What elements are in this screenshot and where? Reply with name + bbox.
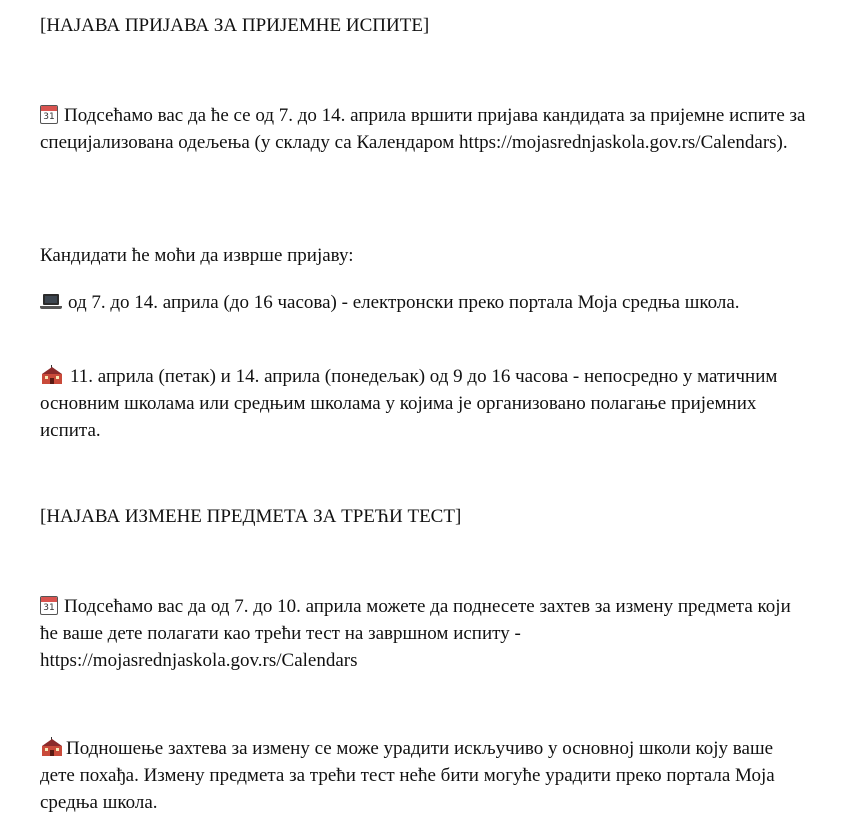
school-icon [40,737,64,757]
third-test-intro-paragraph: 31 Подсећамо вас да од 7. до 10. априла можете да поднесете захтев за измену предмета који ће ваше дете полагати као трећи тест на завршном испиту - https://mojasrednjaskola.gov.rs/Calendars [40,596,791,671]
section-heading-registration: [НАЈАВА ПРИЈАВА ЗА ПРИЈЕМНЕ ИСПИТЕ] [40,15,430,36]
registration-option-in-person: 11. априла (петак) и 14. априла (понедељак) од 9 до 16 часова - непосредно у матичним основним школама или средњим школама у којима је организовано полагање пријемних испита. [40,366,778,441]
registration-option-online: од 7. до 14. априла (до 16 часова) - електронски преко портала Моја средња школа. [40,289,810,316]
school-icon [40,365,64,385]
registration-options-intro: Кандидати ће моћи да изврше пријаву: [40,245,354,266]
registration-intro-paragraph: 31 Подсећамо вас да ће се од 7. до 14. априла вршити пријава кандидата за пријемне испите за специјализована одељења (у складу са Календаром https://mojasrednjaskola.gov.rs/Calendars). [40,105,806,153]
section-heading-third-test: [НАЈАВА ИЗМЕНЕ ПРЕДМЕТА ЗА ТРЕЋИ ТЕСТ] [40,506,462,527]
laptop-icon [40,294,62,310]
third-test-note-paragraph: Подношење захтева за измену се може урадити искључиво у основној школи коју ваше дете похађа. Измену предмета за трећи тест неће бити могуће урадити преко портала Моја средња школа. [40,738,775,813]
calendar-icon: 31 [40,105,58,124]
calendar-icon: 31 [40,596,58,615]
